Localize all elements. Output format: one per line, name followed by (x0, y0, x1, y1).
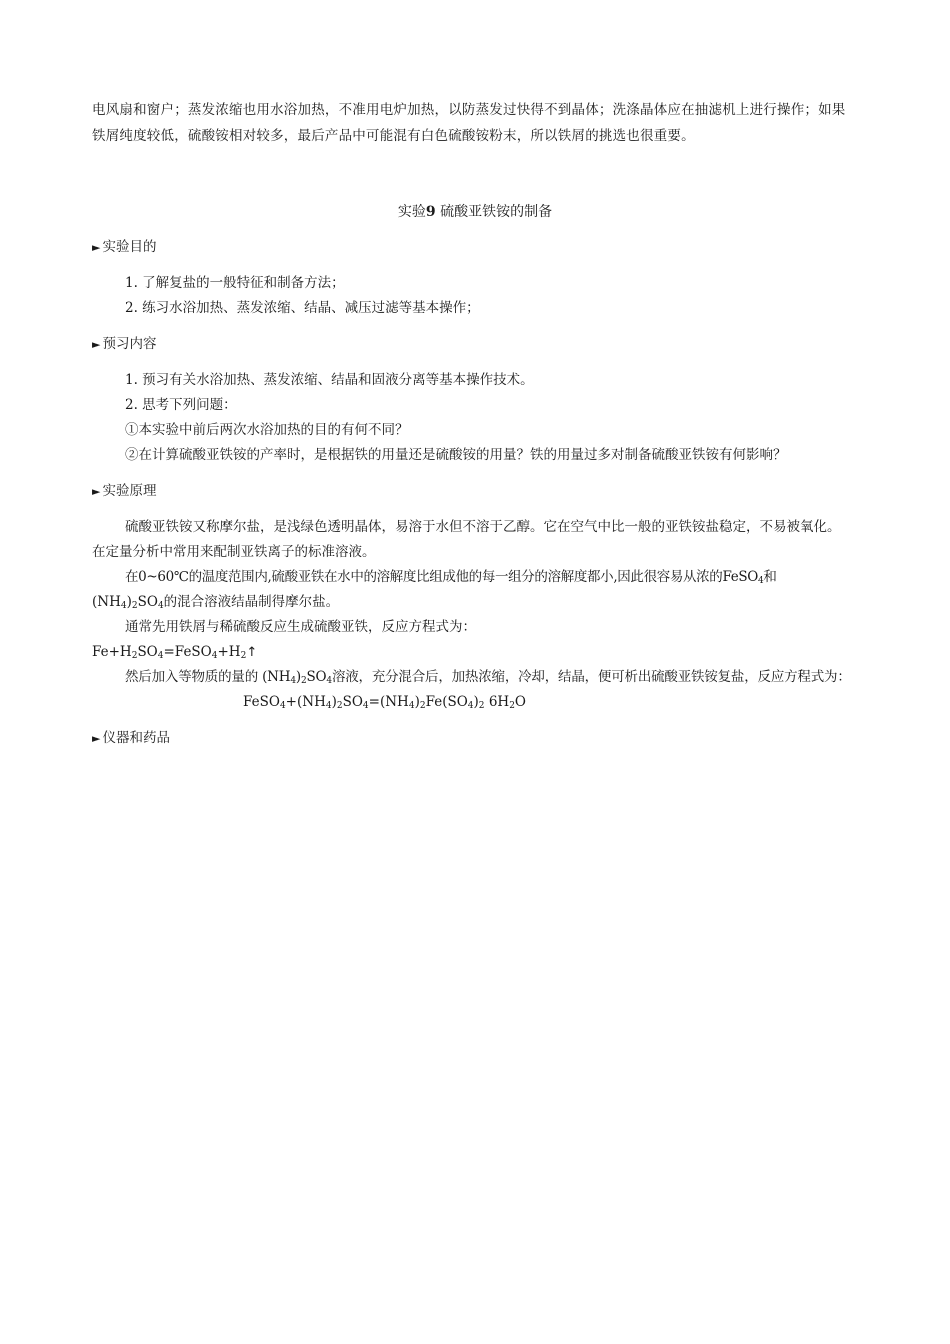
preview-item-3: ①本实验中前后两次水浴加热的目的有何不同？ (125, 422, 409, 438)
subscript: 2 (478, 701, 485, 711)
equation-1 (92, 643, 257, 662)
text: FeSO (243, 694, 280, 710)
preview-item-2: 2. 思考下列问题： (125, 397, 237, 413)
bullet-arrow-icon: ► (92, 485, 101, 498)
section-heading-preview (92, 335, 156, 354)
title-number: 9 (425, 204, 436, 220)
text: =(NH (368, 694, 409, 710)
heading-text: 预习内容 (102, 336, 157, 352)
text: ) (126, 594, 132, 610)
text: Fe+H (92, 644, 132, 660)
text: (NH (92, 594, 121, 610)
bullet-arrow-icon: ► (92, 338, 101, 351)
continuation-line-1: 电风扇和窗户；蒸发浓缩也用水浴加热，不准用电炉加热，以防蒸发过快得不到晶体；洗涤晶体应在抽滤机上进行操作；如果 (92, 102, 846, 118)
subscript: 2 (336, 701, 343, 711)
text: 然后加入等物质的量的 (NH (125, 669, 291, 685)
subscript: 4 (279, 701, 286, 711)
subscript: 4 (326, 676, 332, 686)
text: SO (137, 594, 158, 610)
subscript: 2 (131, 601, 138, 611)
text: O (514, 694, 526, 710)
heading-text: 实验目的 (102, 239, 157, 255)
text: +H (217, 644, 241, 660)
subscript: 4 (157, 651, 164, 661)
preview-item-4: ②在计算硫酸亚铁铵的产率时，是根据铁的用量还是硫酸铵的用量？铁的用量过多对制备硫酸亚铁铵有何影响？ (125, 447, 787, 463)
section-heading-instruments (92, 729, 170, 748)
bullet-arrow-icon: ► (92, 732, 101, 745)
principle-p4 (125, 668, 851, 686)
section-heading-principle (92, 482, 156, 501)
text: 在0~60℃的温度范围内,硫酸亚铁在水中的溶解度比组成他的每一组分的溶解度都小,因此很容易从浓的FeSO (125, 569, 758, 585)
principle-p3: 通常先用铁屑与稀硫酸反应生成硫酸亚铁，反应方程式为： (125, 619, 476, 635)
text: 6H (484, 694, 510, 710)
subscript: 4 (157, 601, 164, 611)
text: SO (137, 644, 158, 660)
text: ) (295, 669, 301, 685)
text: Fe(SO (425, 694, 468, 710)
text: SO (342, 694, 363, 710)
subscript: 2 (419, 701, 426, 711)
purpose-item-2: 2. 练习水浴加热、蒸发浓缩、结晶、减压过滤等基本操作； (125, 300, 480, 316)
equation-2 (243, 693, 526, 711)
subscript: 2 (131, 651, 138, 661)
text: ) (331, 694, 337, 710)
heading-text: 仪器和药品 (102, 730, 170, 746)
heading-text: 实验原理 (102, 483, 157, 499)
bullet-arrow-icon: ► (92, 241, 101, 254)
subscript: 4 (758, 576, 764, 586)
subscript: 4 (362, 701, 369, 711)
subscript: 4 (408, 701, 415, 711)
up-arrow-icon: ↑ (246, 645, 258, 660)
section-heading-purpose (92, 238, 156, 257)
title-prefix: 实验 (397, 204, 426, 220)
subscript: 4 (120, 601, 127, 611)
text: 的混合溶液结晶制得摩尔盐。 (163, 594, 340, 610)
principle-p1-line-2: 在定量分析中常用来配制亚铁离子的标准溶液。 (92, 544, 376, 560)
text: =FeSO (163, 644, 212, 660)
text: ) (473, 694, 479, 710)
text: 和 (763, 569, 777, 585)
subscript: 2 (300, 676, 307, 686)
text: ) (414, 694, 420, 710)
purpose-item-1: 1. 了解复盐的一般特征和制备方法； (125, 275, 345, 291)
text: SO (306, 669, 327, 685)
title-name: 硫酸亚铁铵的制备 (435, 204, 553, 220)
subscript: 4 (211, 651, 218, 661)
subscript: 2 (509, 701, 515, 711)
experiment-title (0, 203, 950, 221)
subscript: 2 (240, 651, 247, 661)
principle-p2-line-2 (92, 593, 339, 611)
text: +(NH (285, 694, 326, 710)
text: 溶液，充分混合后，加热浓缩，冷却，结晶，便可析出硫酸亚铁铵复盐，反应方程式为： (331, 669, 851, 685)
continuation-line-2: 铁屑纯度较低，硫酸铵相对较多，最后产品中可能混有白色硫酸铵粉末，所以铁屑的挑选也很重要。 (92, 128, 695, 144)
principle-p1-line-1: 硫酸亚铁铵又称摩尔盐，是浅绿色透明晶体，易溶于水但不溶于乙醇。它在空气中比一般的亚铁铵盐稳定，不易被氧化。 (125, 519, 841, 535)
principle-p2-line-1 (125, 568, 777, 586)
preview-item-1: 1. 预习有关水浴加热、蒸发浓缩、结晶和固液分离等基本操作技术。 (125, 372, 534, 388)
subscript: 4 (290, 676, 296, 686)
subscript: 4 (467, 701, 474, 711)
subscript: 4 (325, 701, 332, 711)
